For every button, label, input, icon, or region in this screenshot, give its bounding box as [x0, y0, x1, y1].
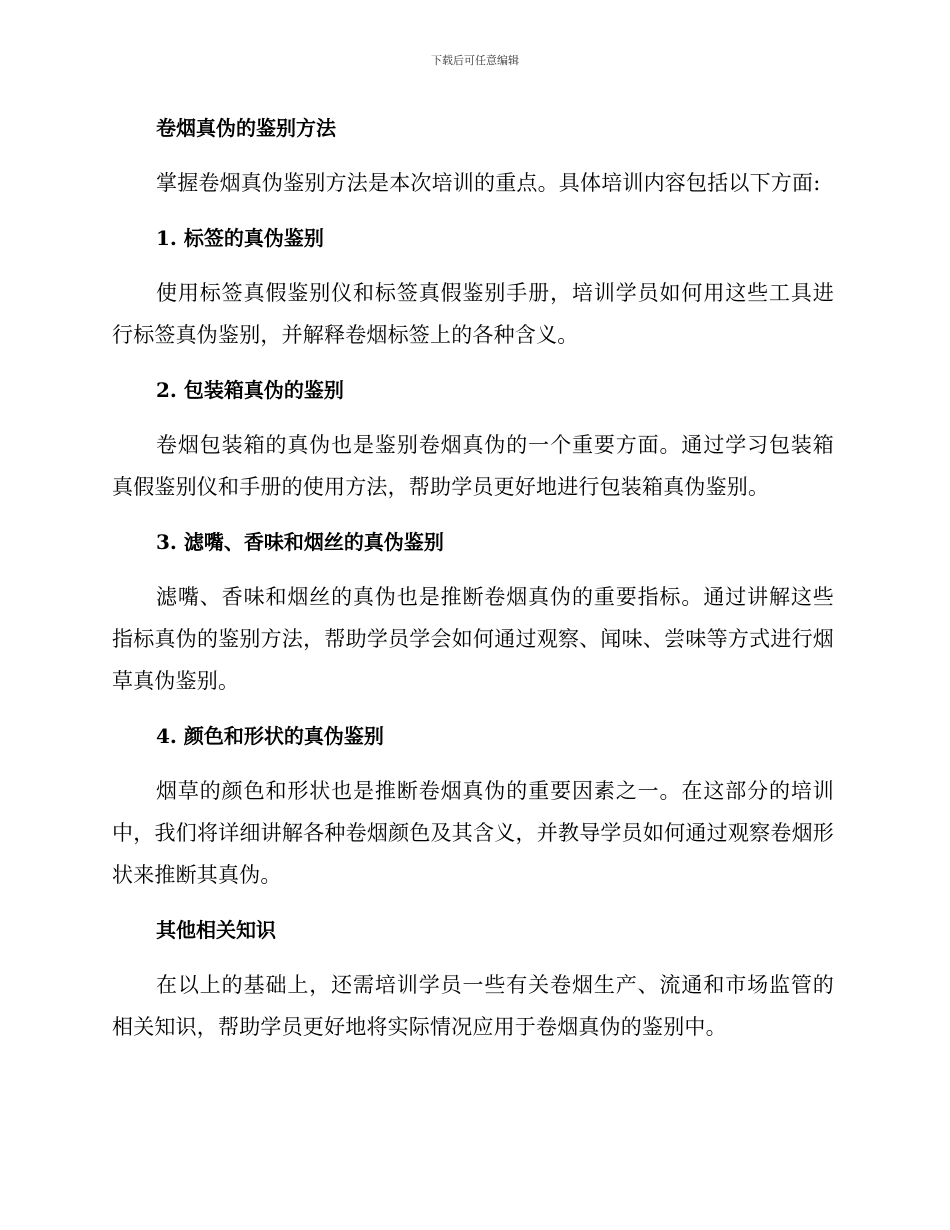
document-content	[112, 108, 834, 1048]
page-header-note: 下载后可任意编辑	[431, 54, 519, 67]
section-heading: 2. 包装箱真伪的鉴别	[156, 378, 344, 402]
section-heading: 卷烟真伪的鉴别方法	[156, 116, 336, 140]
section-paragraph: 烟草的颜色和形状也是推断卷烟真伪的重要因素之一。在这部分的培训中，我们将详细讲解各种卷烟颜色及其含义，并教导学员如何通过观察卷烟形状来推断其真伪。	[112, 779, 834, 887]
section-paragraph: 卷烟包装箱的真伪也是鉴别卷烟真伪的一个重要方面。通过学习包装箱真假鉴别仪和手册的使用方法，帮助学员更好地进行包装箱真伪鉴别。	[112, 433, 834, 499]
section-heading: 1. 标签的真伪鉴别	[156, 226, 324, 250]
section-paragraph: 滤嘴、香味和烟丝的真伪也是推断卷烟真伪的重要指标。通过讲解这些指标真伪的鉴别方法，帮助学员学会如何通过观察、闻味、尝味等方式进行烟草真伪鉴别。	[112, 585, 834, 693]
section-heading: 3. 滤嘴、香味和烟丝的真伪鉴别	[156, 530, 444, 554]
section-paragraph: 在以上的基础上，还需培训学员一些有关卷烟生产、流通和市场监管的相关知识，帮助学员更好地将实际情况应用于卷烟真伪的鉴别中。	[112, 973, 834, 1039]
section-paragraph: 掌握卷烟真伪鉴别方法是本次培训的重点。具体培训内容包括以下方面:	[156, 171, 821, 195]
section-heading: 其他相关知识	[156, 918, 276, 942]
section-paragraph: 使用标签真假鉴别仪和标签真假鉴别手册，培训学员如何用这些工具进行标签真伪鉴别，并解释卷烟标签上的各种含义。	[112, 281, 834, 347]
section-heading: 4. 颜色和形状的真伪鉴别	[156, 724, 384, 748]
